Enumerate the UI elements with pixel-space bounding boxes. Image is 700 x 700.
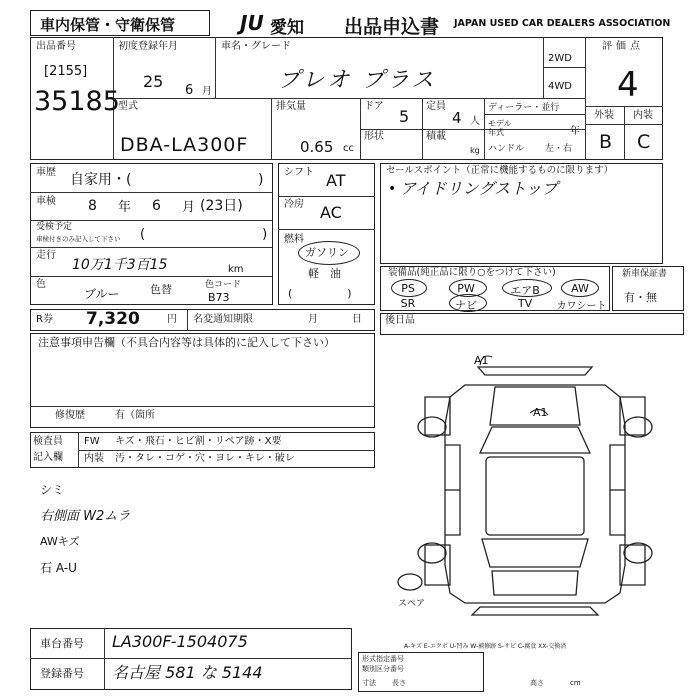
capacity-value: 4 <box>452 109 462 127</box>
fuel-diesel: 軽 油 <box>308 267 341 280</box>
dealer-label: ディーラー・並行 <box>488 103 560 113</box>
ac-label: 冷房 <box>284 199 304 210</box>
name-change-day: 日 <box>352 314 362 325</box>
lot-label: 出品番号 <box>36 41 76 52</box>
inspector-fw-items: キズ・飛石・ヒビ割・リペア跡・X要 <box>115 436 282 447</box>
recv-inspection-note: 車検付きのみ記入して下さい <box>36 235 121 243</box>
handle-opts: 左・右 <box>545 144 573 154</box>
chassis-label: 車台番号 <box>40 637 84 650</box>
reg-year: 25 <box>143 72 164 91</box>
shape-label: 形状 <box>364 131 384 142</box>
inspector-int-label: 内装 <box>84 453 104 464</box>
capacity-label: 定員 <box>426 101 446 112</box>
inspector-int-items: 汚・タレ・コゲ・穴・ヨレ・キレ・破レ <box>115 453 295 464</box>
remark-3: AWキズ <box>40 535 80 548</box>
shift-value: AT <box>326 171 346 190</box>
history-close: ) <box>258 172 264 188</box>
name-change-label: 名変通知期限 <box>193 314 253 325</box>
form-title: 出品申込書 <box>344 16 440 38</box>
doors-label: ドア <box>364 101 384 112</box>
fuel-label: 燃料 <box>284 234 304 245</box>
equip-ps-circle <box>391 279 427 297</box>
reg-label: 初度登録年月 <box>118 41 178 52</box>
recycle-label: R券 <box>36 314 53 325</box>
equip-navi: ナビ <box>455 299 477 312</box>
recv-inspection-label: 受検予定 <box>36 222 73 232</box>
damage-legend: A-キズ E-エクボ U-凹み W-補修跡 S-サビ C-腐食 XX-交換済 <box>404 643 567 650</box>
ext-grade: B <box>599 131 613 153</box>
plate-value: 名古屋 581 な 5144 <box>112 663 263 682</box>
reg-month: 6 <box>185 83 194 98</box>
handle-label: ハンドル <box>488 144 525 154</box>
car-diagram <box>380 335 684 625</box>
warranty-opts: 有・無 <box>624 291 657 304</box>
sales-label: セールスポイント（正常に機能するものに限ります） <box>386 165 614 176</box>
model-value: DBA-LA300F <box>120 134 249 156</box>
inspection-tsuki: 月 <box>182 200 196 215</box>
inspection-label: 車検 <box>36 196 56 207</box>
color-code: B73 <box>208 291 230 304</box>
inspector-label-2: 記入欄 <box>33 452 63 463</box>
recycle-unit: 円 <box>167 314 177 325</box>
mileage-value: 10万1千3百15 <box>72 257 168 273</box>
mileage-unit: km <box>228 264 244 275</box>
model-year-label: モデル 年式 <box>488 119 512 137</box>
designated-label: 形式指定番号 <box>362 655 404 663</box>
org-name: 愛知 <box>270 18 304 38</box>
notes-label: 注意事項申告欄（不具合内容等は具体的に記入して下さい） <box>38 336 335 349</box>
inspector-fw: FW <box>84 436 100 447</box>
model-label: 型式 <box>118 101 138 112</box>
load-unit: kg <box>470 146 480 155</box>
reg-month-unit: 月 <box>202 86 212 97</box>
disp-label: 排気量 <box>276 101 306 112</box>
equip-tv: TV <box>517 297 533 310</box>
category-label: 類別区分番号 <box>362 665 404 673</box>
spare-label: スペア <box>398 599 426 609</box>
back-label: 後日品 <box>385 315 415 326</box>
capacity-unit: 人 <box>470 116 480 127</box>
fuel-paren: ( ) <box>288 287 352 300</box>
history-label: 車歴 <box>36 167 56 178</box>
diagram-roof-mark: A1 <box>533 406 548 419</box>
recycle-value: 7,320 <box>86 309 140 329</box>
car-name: プレオ プラス <box>278 68 437 93</box>
int-label: 内装 <box>633 110 653 121</box>
equip-seat: カワシート <box>556 301 607 312</box>
equipment-label: 装備品(純正品に限り○をつけて下さい) <box>388 267 556 278</box>
dims-label: 寸法 <box>362 679 376 687</box>
equip-airbag: エアB <box>510 284 540 297</box>
dims-unit: cm <box>570 679 581 687</box>
disp-unit: cc <box>343 143 354 154</box>
lot-sub: [2155] <box>44 64 88 79</box>
grade-score: 4 <box>617 65 639 105</box>
repair-value: 有（箇所 <box>115 410 155 421</box>
equip-aw: AW <box>571 282 589 295</box>
equip-ps: PS <box>401 282 415 295</box>
mileage-label: 走行 <box>36 250 56 261</box>
remark-4: 石 A-U <box>40 561 77 575</box>
equip-aw-circle <box>561 279 599 297</box>
model-year-nen: 年 <box>570 126 580 137</box>
recv-inspection-paren: ( ) <box>140 227 268 242</box>
diagram-front-mark: A1 <box>474 354 489 367</box>
int-grade: C <box>637 131 651 153</box>
height-label: 高さ <box>530 679 544 687</box>
grade-label: 評価点 <box>602 41 644 52</box>
warranty-label: 新車保証書 <box>622 269 668 279</box>
load-label: 積載 <box>426 131 446 142</box>
ac-value: AC <box>320 203 342 222</box>
inspection-day: (23日) <box>200 198 243 214</box>
shift-label: シフト <box>284 167 314 178</box>
color-label: 色 <box>36 279 46 290</box>
disp-value: 0.65 <box>300 138 334 156</box>
car-name-label: 車名・グレード <box>221 41 291 52</box>
equip-airbag-circle <box>502 279 552 297</box>
remark-1: シミ <box>40 483 65 497</box>
color-change-label: 色替 <box>150 283 172 296</box>
back-frame <box>380 313 684 335</box>
length-label: 長さ <box>392 679 406 687</box>
doors-value: 5 <box>399 107 410 126</box>
inspector-label-1: 検査員 <box>33 436 63 447</box>
ju-logo: JU <box>240 11 264 35</box>
chassis-value: LA300F-1504075 <box>112 632 248 651</box>
plate-label: 登録番号 <box>40 667 84 680</box>
sales-bullet: • <box>388 181 397 197</box>
color-code-label: 色コード <box>205 280 242 290</box>
drive-4wd: 4WD <box>548 81 572 92</box>
inspection-year: 8 <box>88 198 97 214</box>
equip-navi-circle <box>449 294 487 312</box>
equip-pw: PW <box>457 282 475 295</box>
storage-label: 車内保管・守衛保管 <box>40 16 176 34</box>
inspection-month: 6 <box>152 198 161 214</box>
repair-label: 修復歴 <box>55 410 85 421</box>
lot-number: 35185 <box>34 86 120 117</box>
color-value: ブルー <box>84 287 120 301</box>
equip-sr: SR <box>400 297 416 310</box>
sales-value: アイドリングストップ <box>400 179 558 198</box>
name-change-month: 月 <box>308 314 318 325</box>
association-name: JAPAN USED CAR DEALERS ASSOCIATION <box>454 18 671 29</box>
remark-2: 右側面 W2ムラ <box>40 509 131 524</box>
inspection-nen: 年 <box>118 200 132 215</box>
fuel-gas: ガソリン <box>305 246 349 259</box>
drive-2wd: 2WD <box>548 53 572 64</box>
ext-label: 外装 <box>594 110 614 121</box>
history-value: 自家用・( <box>70 172 132 188</box>
